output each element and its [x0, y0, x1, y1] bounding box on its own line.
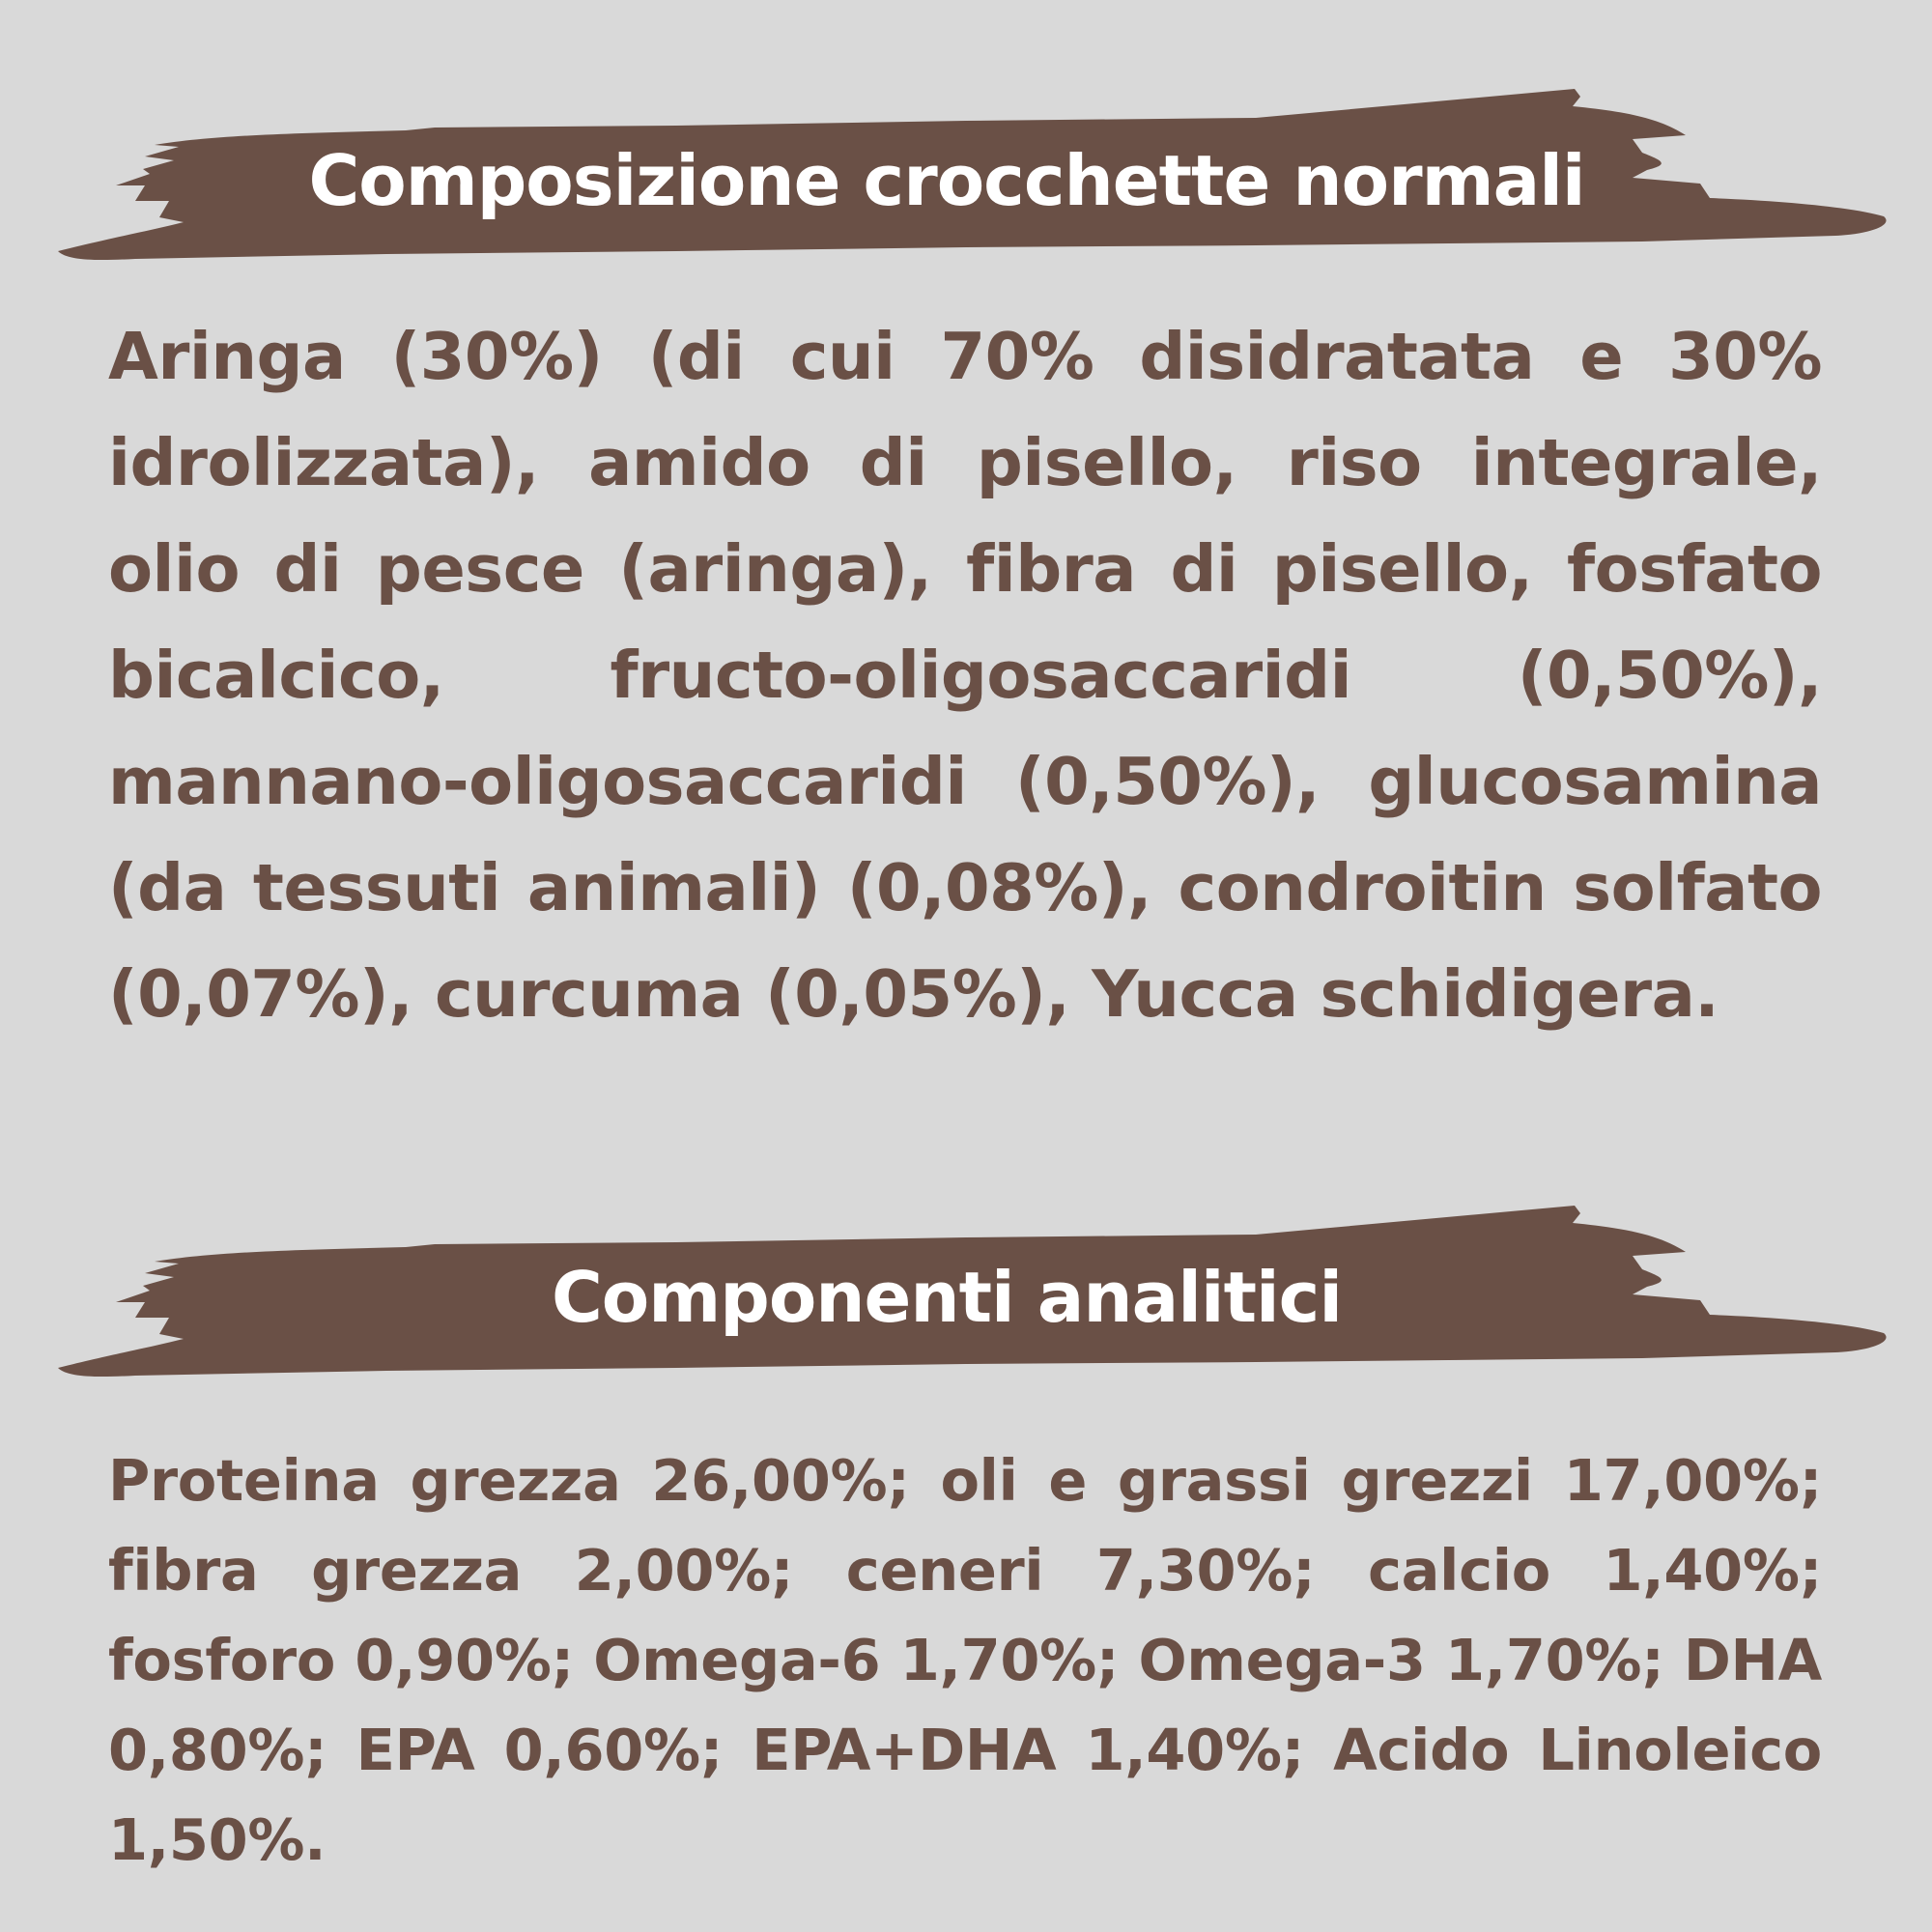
composition-title: Composizione crocchette normali: [308, 140, 1585, 221]
composition-banner: [0, 77, 1932, 270]
analytical-banner: [0, 1194, 1932, 1387]
composition-ingredients-text: Aringa (30%) (di cui 70% disidratata e 30% idrolizzata), amido di pisello, riso integrale, olio di pesce (aringa), fibra di pisello, fosfato bicalcico, fructo-oligosaccaridi (0,50%), mannano-oligosaccaridi (0,50%), glucosamina (da tessuti animali) (0,08%), condroitin solfato (0,07%), curcuma (0,05%), Yucca schidigera.: [108, 319, 1822, 1032]
analytical-components-text: Proteina grezza 26,00%; oli e grassi grezzi 17,00%; fibra grezza 2,00%; ceneri 7,30%; calcio 1,40%; fosforo 0,90%; Omega-6 1,70%; Omega-3 1,70%; DHA 0,80%; EPA 0,60%; EPA+DHA 1,40%; Acido Linoleico 1,50%.: [108, 1447, 1822, 1873]
analytical-title: Componenti analitici: [551, 1257, 1343, 1338]
